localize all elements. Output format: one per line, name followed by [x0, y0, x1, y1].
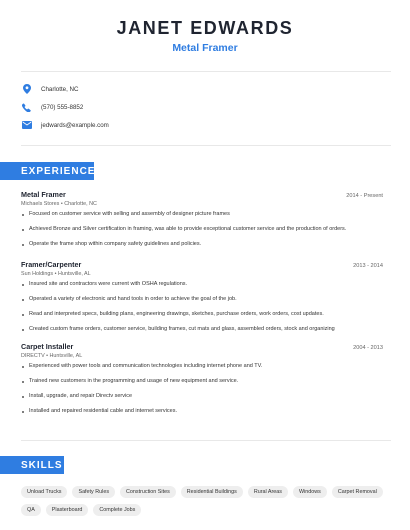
skill-chip: Complete Jobs — [93, 504, 141, 516]
job-dates: 2004 - 2013 — [353, 345, 383, 351]
skill-chip: Plasterboard — [46, 504, 89, 516]
job-bullet: Operated a variety of electronic and hand tools in order to achieve the goal of the job. — [21, 296, 383, 303]
experience-divider — [21, 440, 391, 441]
job-employer: Sun Holdings • Huntsville, AL — [21, 271, 91, 277]
job-bullet: Trained new customers in the programming and usage of new equipment and service. — [21, 378, 383, 385]
candidate-title: Metal Framer — [172, 42, 238, 54]
job-dates: 2014 - Present — [346, 193, 383, 199]
contact-divider — [21, 145, 391, 146]
location-pin-icon — [21, 84, 32, 95]
job-bullet: Installed and repaired residential cable and internet services. — [21, 408, 383, 415]
skill-chip: Unload Trucks — [21, 486, 67, 498]
skill-chip: Rural Areas — [248, 486, 288, 498]
resume-header — [0, 0, 410, 54]
job-entry — [21, 190, 383, 260]
job-bullets — [21, 211, 383, 248]
experience-list — [21, 190, 383, 415]
contact-location — [21, 80, 391, 98]
job-bullets — [21, 281, 383, 333]
job-entry — [21, 342, 383, 415]
experience-heading-label: EXPERIENCE — [21, 165, 96, 177]
skill-chip: Residential Buildings — [181, 486, 243, 498]
contact-email — [21, 116, 391, 134]
skill-chip: Construction Sites — [120, 486, 176, 498]
job-bullet: Experienced with power tools and communication technologies including internet phone and TV. — [21, 363, 383, 370]
skills-list — [21, 486, 401, 522]
email-icon — [21, 120, 32, 131]
job-title: Metal Framer — [21, 190, 66, 199]
skills-heading-label: SKILLS — [21, 459, 63, 471]
email-text: jedwards@example.com — [41, 121, 109, 129]
job-dates: 2013 - 2014 — [353, 263, 383, 269]
location-text: Charlotte, NC — [41, 85, 79, 93]
job-title: Framer/Carpenter — [21, 260, 82, 269]
job-bullet: Focused on customer service with selling and assembly of designer picture frames — [21, 211, 383, 218]
job-title: Carpet Installer — [21, 342, 74, 351]
experience-heading — [0, 162, 94, 180]
job-employer: DIRECTV • Huntsville, AL — [21, 353, 83, 359]
job-bullet: Created custom frame orders, customer service, building frames, cut mats and glass, assembled orders, stock and organizing — [21, 326, 383, 333]
contact-phone — [21, 98, 391, 116]
job-bullets — [21, 363, 383, 415]
skill-chip: Carpet Removal — [332, 486, 383, 498]
job-bullet: Read and interpreted specs, building plans, engineering drawings, sketches, purchase orders, work orders, cost updates. — [21, 311, 383, 318]
contact-list — [21, 80, 391, 134]
skill-chip: Safety Rules — [72, 486, 115, 498]
phone-text: (570) 555-8852 — [41, 103, 84, 111]
skills-heading — [0, 456, 64, 474]
job-bullet: Insured site and contractors were current with OSHA regulations. — [21, 281, 383, 288]
phone-icon — [21, 102, 32, 113]
job-bullet: Install, upgrade, and repair Directv service — [21, 393, 383, 400]
job-entry — [21, 260, 383, 342]
job-bullet: Operate the frame shop within company safety guidelines and policies. — [21, 241, 383, 248]
job-bullet: Achieved Bronze and Silver certification in framing, was able to provide exceptional customer service and the production of orders. — [21, 226, 383, 233]
header-divider — [21, 71, 391, 72]
skill-chip: QA — [21, 504, 41, 516]
skill-chip: Windows — [293, 486, 327, 498]
candidate-name: JANET EDWARDS — [116, 18, 294, 38]
job-employer: Michaels Stores • Charlotte, NC — [21, 201, 97, 207]
